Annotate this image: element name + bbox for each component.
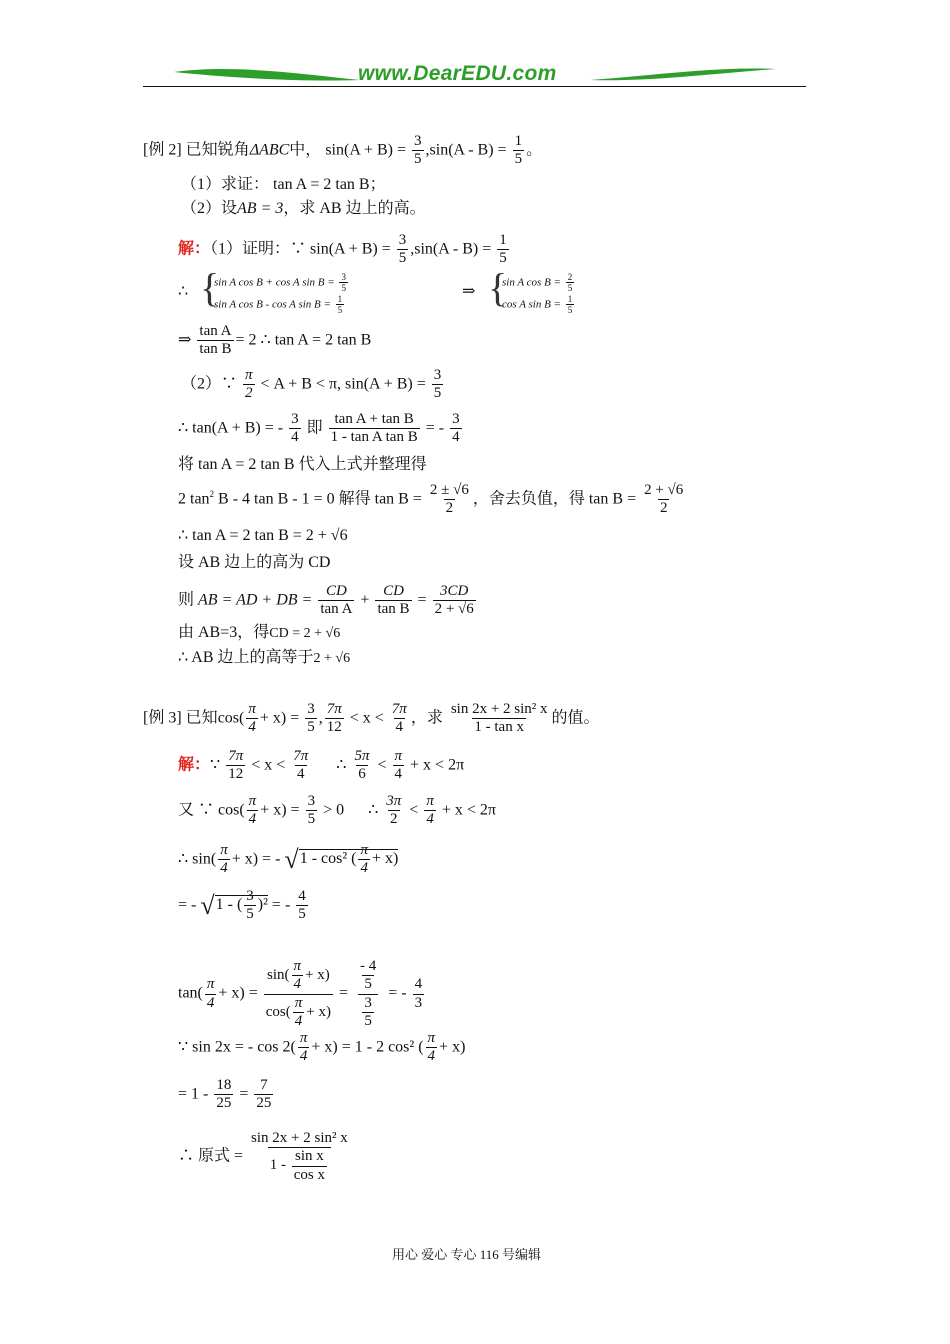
example-tag: [例 2] — [143, 141, 182, 159]
ex3-sin2x-line — [178, 1030, 465, 1066]
fraction: $\frac{3CD}{2 + √6}$ — [434, 583, 474, 618]
fraction: $\frac{3}{5}$ — [307, 793, 316, 828]
ex3-sin-value — [178, 888, 310, 924]
implies-arrow-icon: ⇒ — [462, 283, 476, 300]
math-expr: < x < — [349, 709, 384, 727]
radical-icon: √ — [200, 890, 215, 920]
header-rule — [143, 86, 806, 87]
math-expr: CD = 2 + √6 — [269, 626, 341, 641]
math-expr: = 1 - — [178, 1085, 209, 1103]
punct: 。 — [526, 141, 543, 159]
fraction: $\frac{18}{25}$ — [216, 1077, 232, 1112]
radicand: 1 - cos² ( $\frac{\pi}{4}$ + x) — [299, 842, 399, 877]
substitute-line: 将 tan A = 2 tan B 代入上式并整理得 — [178, 456, 427, 473]
left-brace-icon: { — [488, 265, 508, 310]
fraction: $\frac{3}{4}$ — [452, 411, 460, 446]
fraction: $\frac{1}{5}$ — [499, 232, 507, 267]
fraction: $\frac{\pi}{4}$ — [427, 1030, 436, 1065]
fraction: $\frac{7\pi}{4}$ — [391, 701, 407, 736]
math-expr: = - — [271, 896, 291, 914]
math-expr: sin(A + B) = — [310, 240, 391, 258]
fraction: $\frac{3}{5}$ — [398, 232, 407, 267]
conclusion-line — [178, 648, 350, 669]
example-tag: [例 3] — [143, 709, 182, 727]
ex3-sin2x-value — [178, 1077, 275, 1113]
system1-row1: sin A cos B + cos A sin B = $\frac{3}{5}$ — [214, 272, 346, 294]
ex3-solution-line-1 — [178, 748, 464, 784]
fraction: $\frac{7\pi}{12}$ — [228, 748, 244, 783]
question-text: ，求 AB 边上的高。 — [283, 200, 426, 217]
triangle-name: ΔABC — [249, 141, 290, 159]
fraction: $\frac{4}{3}$ — [414, 976, 423, 1011]
math-expr: = - — [388, 984, 407, 1002]
ex3-solution-line-2 — [178, 793, 496, 829]
question-1 — [181, 175, 386, 195]
math-expr: + x) = — [260, 801, 300, 819]
step-label: （1）证明：∵ — [210, 240, 307, 258]
math-expr: + x) = — [259, 709, 300, 727]
question-label: （2）设 — [181, 200, 238, 217]
radical-icon: √ — [284, 844, 299, 874]
fraction: $\frac{\pi}{4}$ — [206, 976, 215, 1011]
fraction: $\frac{7\pi}{12}$ — [326, 701, 342, 736]
conclusion-text: ∴ AB 边上的高等于 — [178, 649, 314, 666]
quadratic-line — [178, 482, 687, 518]
math-expr: ∴ 原式 = — [178, 1147, 244, 1165]
math-expr: + x) = — [218, 984, 258, 1002]
fraction: $\frac{\pi}{2}$ — [245, 367, 253, 402]
fraction: $\frac{3}{5}$ — [433, 367, 442, 402]
math-expr: = - — [178, 896, 197, 914]
ab-sum-line — [178, 583, 478, 619]
solution-tan-sum — [178, 411, 464, 447]
page-footer: 用心 爱心 专心 116 号编辑 — [392, 1247, 542, 1262]
site-logo[interactable]: www.DearEDU.com — [358, 62, 557, 85]
solution-label: 解： — [178, 756, 211, 774]
fraction: $\frac{7}{25}$ — [256, 1077, 272, 1112]
fraction: $\frac{5\pi}{6}$ — [354, 748, 370, 783]
math-expr: = 2 ∴ tan A = 2 tan B — [235, 331, 372, 349]
math-expr: ∵ sin 2x = - cos 2( — [178, 1038, 296, 1056]
green-swoosh-right-icon — [588, 64, 778, 84]
fraction: $\frac{\pi}{4}$ — [248, 701, 256, 736]
question-label: （1）求证： — [181, 176, 270, 193]
fraction: $\frac{3}{4}$ — [291, 411, 299, 446]
solution-label: 解： — [178, 240, 211, 258]
fraction: $\frac{\pi}{4}$ — [299, 1030, 308, 1065]
stem-text: 中， — [289, 141, 322, 159]
math-expr: + x) = 1 - 2 cos² ( — [311, 1038, 424, 1056]
fraction: $\frac{4}{5}$ — [298, 888, 306, 923]
fraction: $\frac{2 + √6}{2}$ — [644, 482, 684, 517]
implies-arrow-icon: ⇒ — [178, 331, 192, 349]
fraction: $\frac{3}{5}$ — [414, 133, 422, 168]
math-expr: B - 4 tan B - 1 = 0 解得 tan B = — [218, 490, 422, 508]
system1-row2: sin A cos B - cos A sin B = $\frac{1}{5}$ — [214, 294, 343, 316]
solution-line-1 — [178, 232, 511, 268]
fraction: $\frac{3}{5}$ — [307, 701, 315, 736]
ex3-tan-line — [178, 958, 426, 1030]
connector-text: 即 — [306, 419, 323, 437]
fraction: $\frac{\pi}{4}$ — [248, 793, 257, 828]
math-expr: ,sin(A - B) = — [425, 141, 507, 159]
math-expr: AB = AD + DB = — [198, 591, 313, 609]
system2-row2: cos A sin B = $\frac{1}{5}$ — [502, 294, 573, 316]
fraction: $\frac{\text{tan A}}{\text{tan B}}$ — [199, 323, 232, 358]
stem-text: 的值。 — [551, 709, 600, 727]
ex3-final-line — [178, 1130, 352, 1184]
because-symbol: ∵ — [210, 756, 221, 774]
math-expr: ∴ sin( — [178, 850, 217, 868]
connector-text: 则 — [178, 591, 195, 609]
fraction: $\frac{1}{5}$ — [514, 133, 523, 168]
math-expr: = - — [425, 419, 445, 437]
therefore-symbol: ∴ — [368, 801, 379, 819]
math-expr: ,sin(A - B) = — [410, 240, 492, 258]
operator: = — [339, 984, 349, 1002]
fraction: $\frac{\pi}{4}$ — [394, 748, 403, 783]
math-expr: + x) = - — [231, 850, 281, 868]
compound-fraction: sin( $\frac{\pi}{4}$ + x) cos( $\frac{\pi}{4}$ + x) — [265, 958, 331, 1029]
connector-text: ，舍去负值，得 tan B = — [472, 490, 637, 508]
math-expr: + x < 2π — [441, 801, 496, 819]
math-expr: + x) — [439, 1038, 466, 1056]
math-expr: AB = 3 — [237, 200, 284, 217]
ex3-sin-line — [178, 842, 398, 878]
operator: < — [377, 756, 387, 774]
math-expr: < A + B < π, sin(A + B) = — [260, 375, 426, 393]
math-expr: 又 ∵ cos( — [178, 801, 245, 819]
fraction: $\frac{\text{tan A + tan B}}{\text{1 - tan A tan B}}$ — [330, 411, 418, 446]
therefore-symbol: ∴ — [336, 756, 347, 774]
math-expr: cos( — [217, 709, 245, 727]
fraction: $\frac{\text{sin 2x + 2 sin² x}}{\text{1 - tan x}}$ — [450, 701, 548, 736]
operator: = — [417, 591, 427, 609]
fraction: $\frac{CD}{\text{tan A}}$ — [320, 583, 353, 618]
compound-fraction: $\frac{\frac{- 4}{5}}{\frac{3}{5}}$ — [360, 958, 377, 1029]
math-expr: 2 tan — [178, 490, 210, 508]
solution-part-2 — [181, 367, 445, 403]
punct: , — [318, 709, 323, 727]
radicand: 1 - ( $\frac{3}{5}$ )² — [215, 888, 268, 923]
math-expr: ∴ tan(A + B) = - — [178, 419, 284, 437]
stem-text: 已知锐角 — [185, 141, 250, 159]
math-expr: tan A = 2 tan B； — [273, 176, 386, 193]
fraction: $\frac{\pi}{4}$ — [220, 842, 228, 877]
fraction: $\frac{\pi}{4}$ — [426, 793, 434, 828]
example2-stem — [143, 133, 542, 169]
operator: = — [239, 1085, 249, 1103]
connector-text: 由 AB=3，得 — [178, 624, 270, 641]
question-2 — [181, 199, 426, 219]
fraction: $\frac{CD}{\text{tan B}}$ — [377, 583, 410, 618]
stem-text: ，求 — [410, 709, 443, 727]
exponent: 2 — [209, 489, 215, 500]
green-swoosh-left-icon — [172, 62, 362, 84]
step-label: （2）∵ — [181, 375, 238, 393]
operator: + — [360, 591, 370, 609]
math-expr: tan( — [178, 984, 203, 1002]
math-expr: + x < 2π — [410, 756, 465, 774]
system2-row1: sin A cos B = $\frac{2}{5}$ — [502, 272, 573, 294]
left-brace-icon: { — [200, 265, 220, 310]
math-expr: sin(A + B) = — [325, 141, 407, 159]
tan-a-result: ∴ tan A = 2 tan B = 2 + √6 — [178, 527, 348, 544]
operator: < — [409, 801, 419, 819]
compound-fraction: sin 2x + 2 sin² x 1 - $\frac{\text{sin x}}{\text{cos x}}$ — [251, 1130, 348, 1183]
cd-value-line — [178, 623, 340, 644]
therefore-symbol: ∴ — [178, 283, 189, 300]
fraction: $\frac{2 \pm √6}{2}$ — [429, 482, 469, 517]
stem-text: 已知 — [185, 709, 218, 727]
fraction: $\frac{3\pi}{2}$ — [386, 793, 402, 828]
math-expr: 2 + √6 — [313, 651, 351, 666]
solution-tan-ratio — [178, 323, 371, 359]
math-expr: > 0 — [323, 801, 345, 819]
math-expr: < x < — [251, 756, 286, 774]
fraction: $\frac{7\pi}{4}$ — [293, 748, 309, 783]
example3-stem — [143, 701, 600, 737]
set-height-line: 设 AB 边上的高为 CD — [178, 554, 331, 571]
